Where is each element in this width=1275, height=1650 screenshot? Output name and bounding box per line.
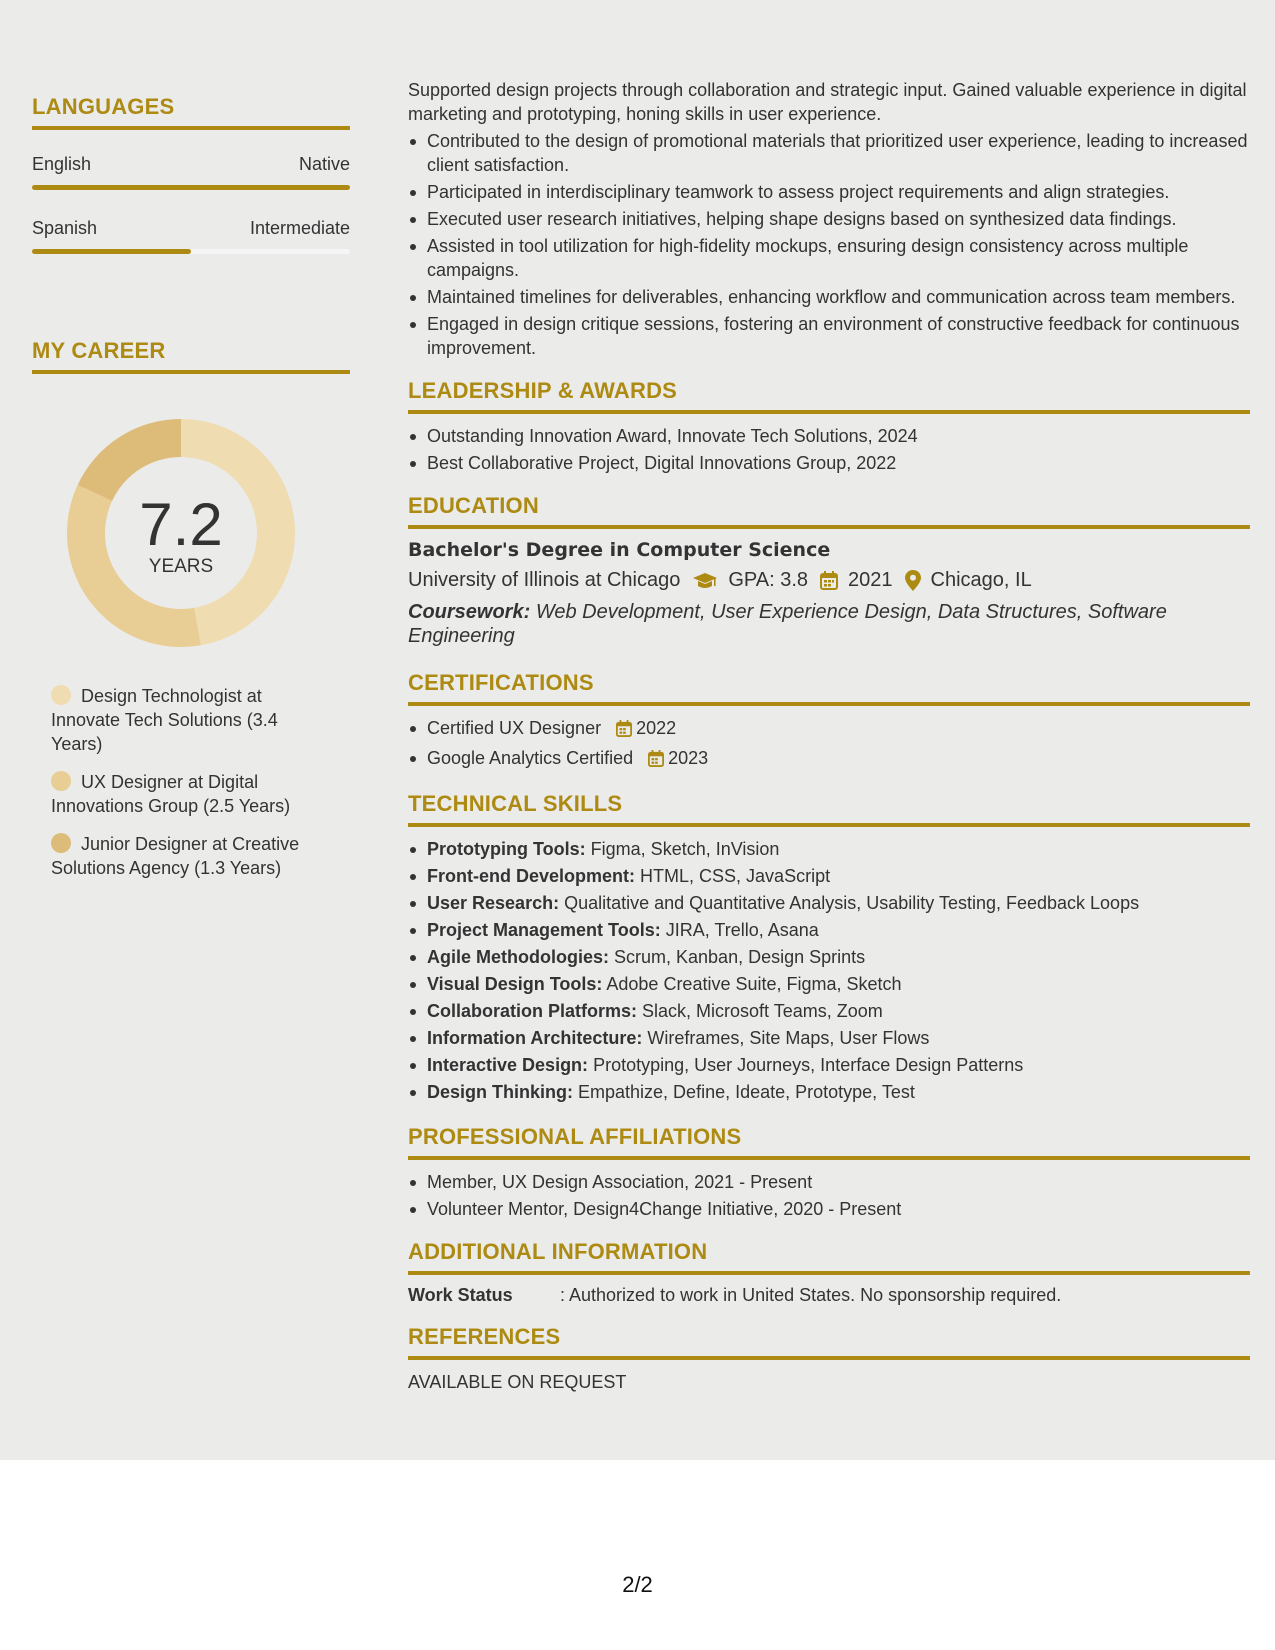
skills-heading: TECHNICAL SKILLS	[408, 791, 1250, 827]
skills-list	[408, 837, 1250, 1104]
language-english	[32, 154, 350, 190]
affiliation-item: Volunteer Mentor, Design4Change Initiative, 2020 - Present	[408, 1197, 1250, 1221]
affiliations-heading: PROFESSIONAL AFFILIATIONS	[408, 1124, 1250, 1160]
skill-item	[408, 972, 1250, 996]
affiliations-list	[408, 1170, 1250, 1221]
coursework	[408, 600, 1250, 648]
skill-label: Agile Methodologies:	[427, 947, 609, 967]
language-spanish	[32, 218, 350, 254]
coursework-label: Coursework:	[408, 601, 531, 623]
skill-label: User Research:	[427, 893, 560, 913]
experience-bullet: Contributed to the design of promotional materials that prioritized user experience, leading to increased client satisfaction.	[408, 129, 1250, 177]
legend-label: Junior Designer at Creative Solutions Agency (1.3 Years)	[51, 834, 300, 878]
language-bar	[32, 249, 350, 254]
skill-item	[408, 1026, 1250, 1050]
skill-value: Adobe Creative Suite, Figma, Sketch	[606, 974, 902, 994]
certification-item	[408, 746, 1250, 773]
skill-label: Collaboration Platforms:	[427, 1001, 638, 1021]
language-bar-fill	[32, 249, 191, 254]
certifications-heading: CERTIFICATIONS	[408, 670, 1250, 706]
language-bar	[32, 185, 350, 190]
leadership-section	[408, 378, 1250, 475]
skill-item	[408, 945, 1250, 969]
legend-dot	[51, 685, 71, 705]
skill-value: Slack, Microsoft Teams, Zoom	[642, 1001, 883, 1021]
skill-label: Information Architecture:	[427, 1028, 643, 1048]
career-years-label: YEARS	[148, 556, 214, 577]
skill-value: Qualitative and Quantitative Analysis, Usability Testing, Feedback Loops	[564, 893, 1140, 913]
languages-heading: LANGUAGES	[32, 94, 350, 130]
certifications-section	[408, 670, 1250, 773]
skill-value: Empathize, Define, Ideate, Prototype, Test	[578, 1082, 915, 1102]
references-heading: REFERENCES	[408, 1324, 1250, 1360]
skill-item	[408, 1053, 1250, 1077]
education-section	[408, 493, 1250, 648]
gpa: GPA: 3.8	[728, 569, 809, 591]
right-column	[408, 78, 1250, 1394]
location-pin-icon	[905, 570, 921, 591]
certification-name: Certified UX Designer	[427, 718, 602, 738]
skill-value: Prototyping, User Journeys, Interface Design Patterns	[593, 1055, 1024, 1075]
experience-bullet: Engaged in design critique sessions, fostering an environment of constructive feedback for continuous improvement.	[408, 312, 1250, 360]
skill-label: Front-end Development:	[427, 866, 636, 886]
skill-value: Scrum, Kanban, Design Sprints	[614, 947, 866, 967]
references-section	[408, 1324, 1250, 1394]
donut-segment-2	[78, 419, 181, 501]
school-name: University of Illinois at Chicago	[408, 569, 681, 591]
language-level: Native	[298, 154, 350, 174]
skill-item	[408, 891, 1250, 915]
skill-label: Visual Design Tools:	[427, 974, 603, 994]
career-heading: MY CAREER	[32, 338, 350, 374]
additional-info-heading: ADDITIONAL INFORMATION	[408, 1239, 1250, 1275]
work-status-label: Work Status	[408, 1285, 513, 1305]
calendar-icon	[820, 571, 838, 590]
skill-value: Wireframes, Site Maps, User Flows	[647, 1028, 930, 1048]
affiliation-item: Member, UX Design Association, 2021 - Present	[408, 1170, 1250, 1194]
skill-item	[408, 864, 1250, 888]
skill-value: JIRA, Trello, Asana	[665, 920, 819, 940]
education-heading: EDUCATION	[408, 493, 1250, 529]
skill-label: Prototyping Tools:	[427, 839, 586, 859]
calendar-icon	[648, 749, 664, 773]
certification-name: Google Analytics Certified	[427, 748, 634, 768]
work-status-value: : Authorized to work in United States. No sponsorship required.	[560, 1285, 1062, 1305]
career-legend-item	[51, 684, 331, 756]
experience-bullet: Participated in interdisciplinary teamwork to assess project requirements and align strategies.	[408, 180, 1250, 204]
skill-item	[408, 999, 1250, 1023]
graduation-cap-icon	[692, 572, 718, 590]
career-total-years: 7.2	[139, 491, 223, 558]
award-item: Best Collaborative Project, Digital Innovations Group, 2022	[408, 451, 1250, 475]
school-location: Chicago, IL	[930, 569, 1032, 591]
experience-bullet: Executed user research initiatives, helping shape designs based on synthesized data findings.	[408, 207, 1250, 231]
calendar-icon	[616, 719, 632, 743]
language-name: Spanish	[32, 218, 98, 238]
experience-bullet: Maintained timelines for deliverables, enhancing workflow and communication across team members.	[408, 285, 1250, 309]
career-donut-chart	[66, 418, 296, 648]
language-level: Intermediate	[249, 218, 350, 238]
skill-label: Interactive Design:	[427, 1055, 589, 1075]
skills-section	[408, 791, 1250, 1104]
career-legend-item	[51, 770, 331, 818]
career-legend	[32, 684, 350, 880]
coursework-list: Web Development, User Experience Design, Data Structures, Software Engineering	[408, 601, 1167, 647]
degree-title: Bachelor's Degree in Computer Science	[408, 539, 831, 561]
left-column	[32, 94, 350, 894]
references-text: AVAILABLE ON REQUEST	[408, 1372, 627, 1392]
legend-label: UX Designer at Digital Innovations Group (2.5 Years)	[51, 772, 291, 816]
skill-item	[408, 918, 1250, 942]
graduation-year: 2021	[848, 569, 893, 591]
legend-dot	[51, 771, 71, 791]
leadership-list	[408, 424, 1250, 475]
experience-bullet: Assisted in tool utilization for high-fidelity mockups, ensuring design consistency across multiple campaigns.	[408, 234, 1250, 282]
affiliations-section	[408, 1124, 1250, 1221]
certification-year: 2023	[668, 748, 709, 768]
award-item: Outstanding Innovation Award, Innovate Tech Solutions, 2024	[408, 424, 1250, 448]
certification-year: 2022	[636, 718, 677, 738]
skill-item	[408, 837, 1250, 861]
skill-value: Figma, Sketch, InVision	[590, 839, 780, 859]
certification-item	[408, 716, 1250, 743]
work-status-row	[408, 1285, 1250, 1306]
skill-label: Project Management Tools:	[427, 920, 661, 940]
education-details	[408, 569, 1250, 592]
skill-value: HTML, CSS, JavaScript	[640, 866, 831, 886]
skill-label: Design Thinking:	[427, 1082, 573, 1102]
experience-bullets	[408, 129, 1250, 360]
language-name: English	[32, 154, 92, 174]
additional-info-section	[408, 1239, 1250, 1306]
legend-dot	[51, 833, 71, 853]
certifications-list	[408, 716, 1250, 773]
skill-item	[408, 1080, 1250, 1104]
legend-label: Design Technologist at Innovate Tech Solutions (3.4 Years)	[51, 686, 278, 754]
language-bar-fill	[32, 185, 350, 190]
leadership-heading: LEADERSHIP & AWARDS	[408, 378, 1250, 414]
page-number: 2/2	[622, 1572, 653, 1597]
career-legend-item	[51, 832, 331, 880]
experience-summary: Supported design projects through collaboration and strategic input. Gained valuable experience in digital marketing and prototyping, honing skills in user experience.	[408, 80, 1247, 124]
